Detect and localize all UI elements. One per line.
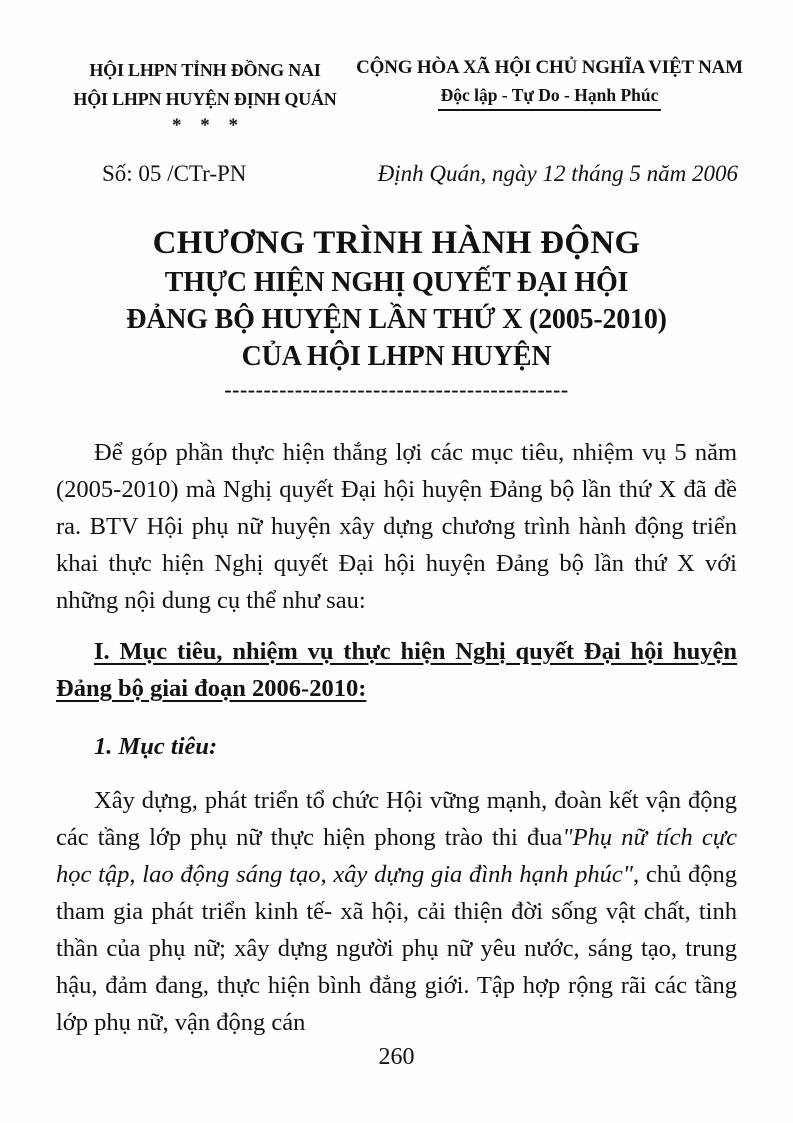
document-number: Số: 05 /CTr-PN (102, 161, 247, 186)
section-heading-1 (56, 633, 737, 707)
title-divider: -------------------------------------------- (224, 377, 569, 402)
doc-title-line4: CỦA HỘI LHPN HUYỆN (241, 341, 552, 372)
body-paragraph-2-tail: , chủ động tham gia phát triển kinh tế- xã hội, cải thiện đời sống vật chất, tinh thần của phụ nữ; xây dựng người phụ nữ yêu nước, sáng tạo, trung hậu, đảm đang, thực hiện bình đẳng giới. Tập hợp rộng rãi các tầng lớp phụ nữ, vận động cán (56, 861, 738, 1036)
national-motto: Độc lập - Tự Do - Hạnh Phúc (438, 85, 662, 111)
document-header (0, 0, 793, 137)
document-body (56, 434, 737, 1041)
org-separator-stars: * * * (172, 115, 245, 136)
opening-paragraph: Để góp phần thực hiện thắng lợi các mục tiêu, nhiệm vụ 5 năm (2005-2010) mà Nghị quyết Đại hội huyện Đảng bộ lần thứ X đã đề ra. BTV Hội phụ nữ huyện xây dựng chương trình hành động triển khai thực hiện Nghị quyết Đại hội huyện Đảng bộ lần thứ X với những nội dung cụ thể như sau: (56, 439, 737, 614)
doc-title-line3: ĐẢNG BỘ HUYỆN LẦN THỨ X (2005-2010) (126, 304, 667, 335)
place-and-date: Định Quán, ngày 12 tháng 5 năm 2006 (377, 161, 738, 186)
page-number: 260 (378, 1044, 415, 1070)
org-name-province: HỘI LHPN TỈNH ĐỒNG NAI (89, 60, 321, 80)
body-paragraph-2 (56, 782, 737, 1041)
emulation-movement-quote: "Phụ nữ tích cực học tập, lao động sáng tạo, xây dựng gia đình hạnh phúc" (56, 824, 737, 888)
reference-line (0, 161, 793, 187)
body-paragraph-2-lead: Xây dựng, phát triển tổ chức Hội vững mạnh, đoàn kết vận động các tầng lớp phụ nữ thực hiện phong trào thi đua (56, 787, 737, 851)
document-title-block (0, 227, 793, 401)
doc-title-line1: CHƯƠNG TRÌNH HÀNH ĐỘNG (152, 225, 641, 261)
national-title: CỘNG HÒA XÃ HỘI CHỦ NGHĨA VIỆT NAM (356, 57, 743, 78)
doc-title-line2: THỰC HIỆN NGHỊ QUYẾT ĐẠI HỘI (164, 267, 629, 298)
org-name-district: HỘI LHPN HUYỆN ĐỊNH QUÁN (73, 89, 337, 109)
section-heading-1-text: I. Mục tiêu, nhiệm vụ thực hiện Nghị quyết Đại hội huyện Đảng bộ giai đoạn 2006-2010: (56, 638, 737, 702)
subsection-heading-1: 1. Mục tiêu: (94, 733, 218, 760)
national-header-block (347, 56, 752, 111)
issuing-org-block (55, 56, 355, 137)
